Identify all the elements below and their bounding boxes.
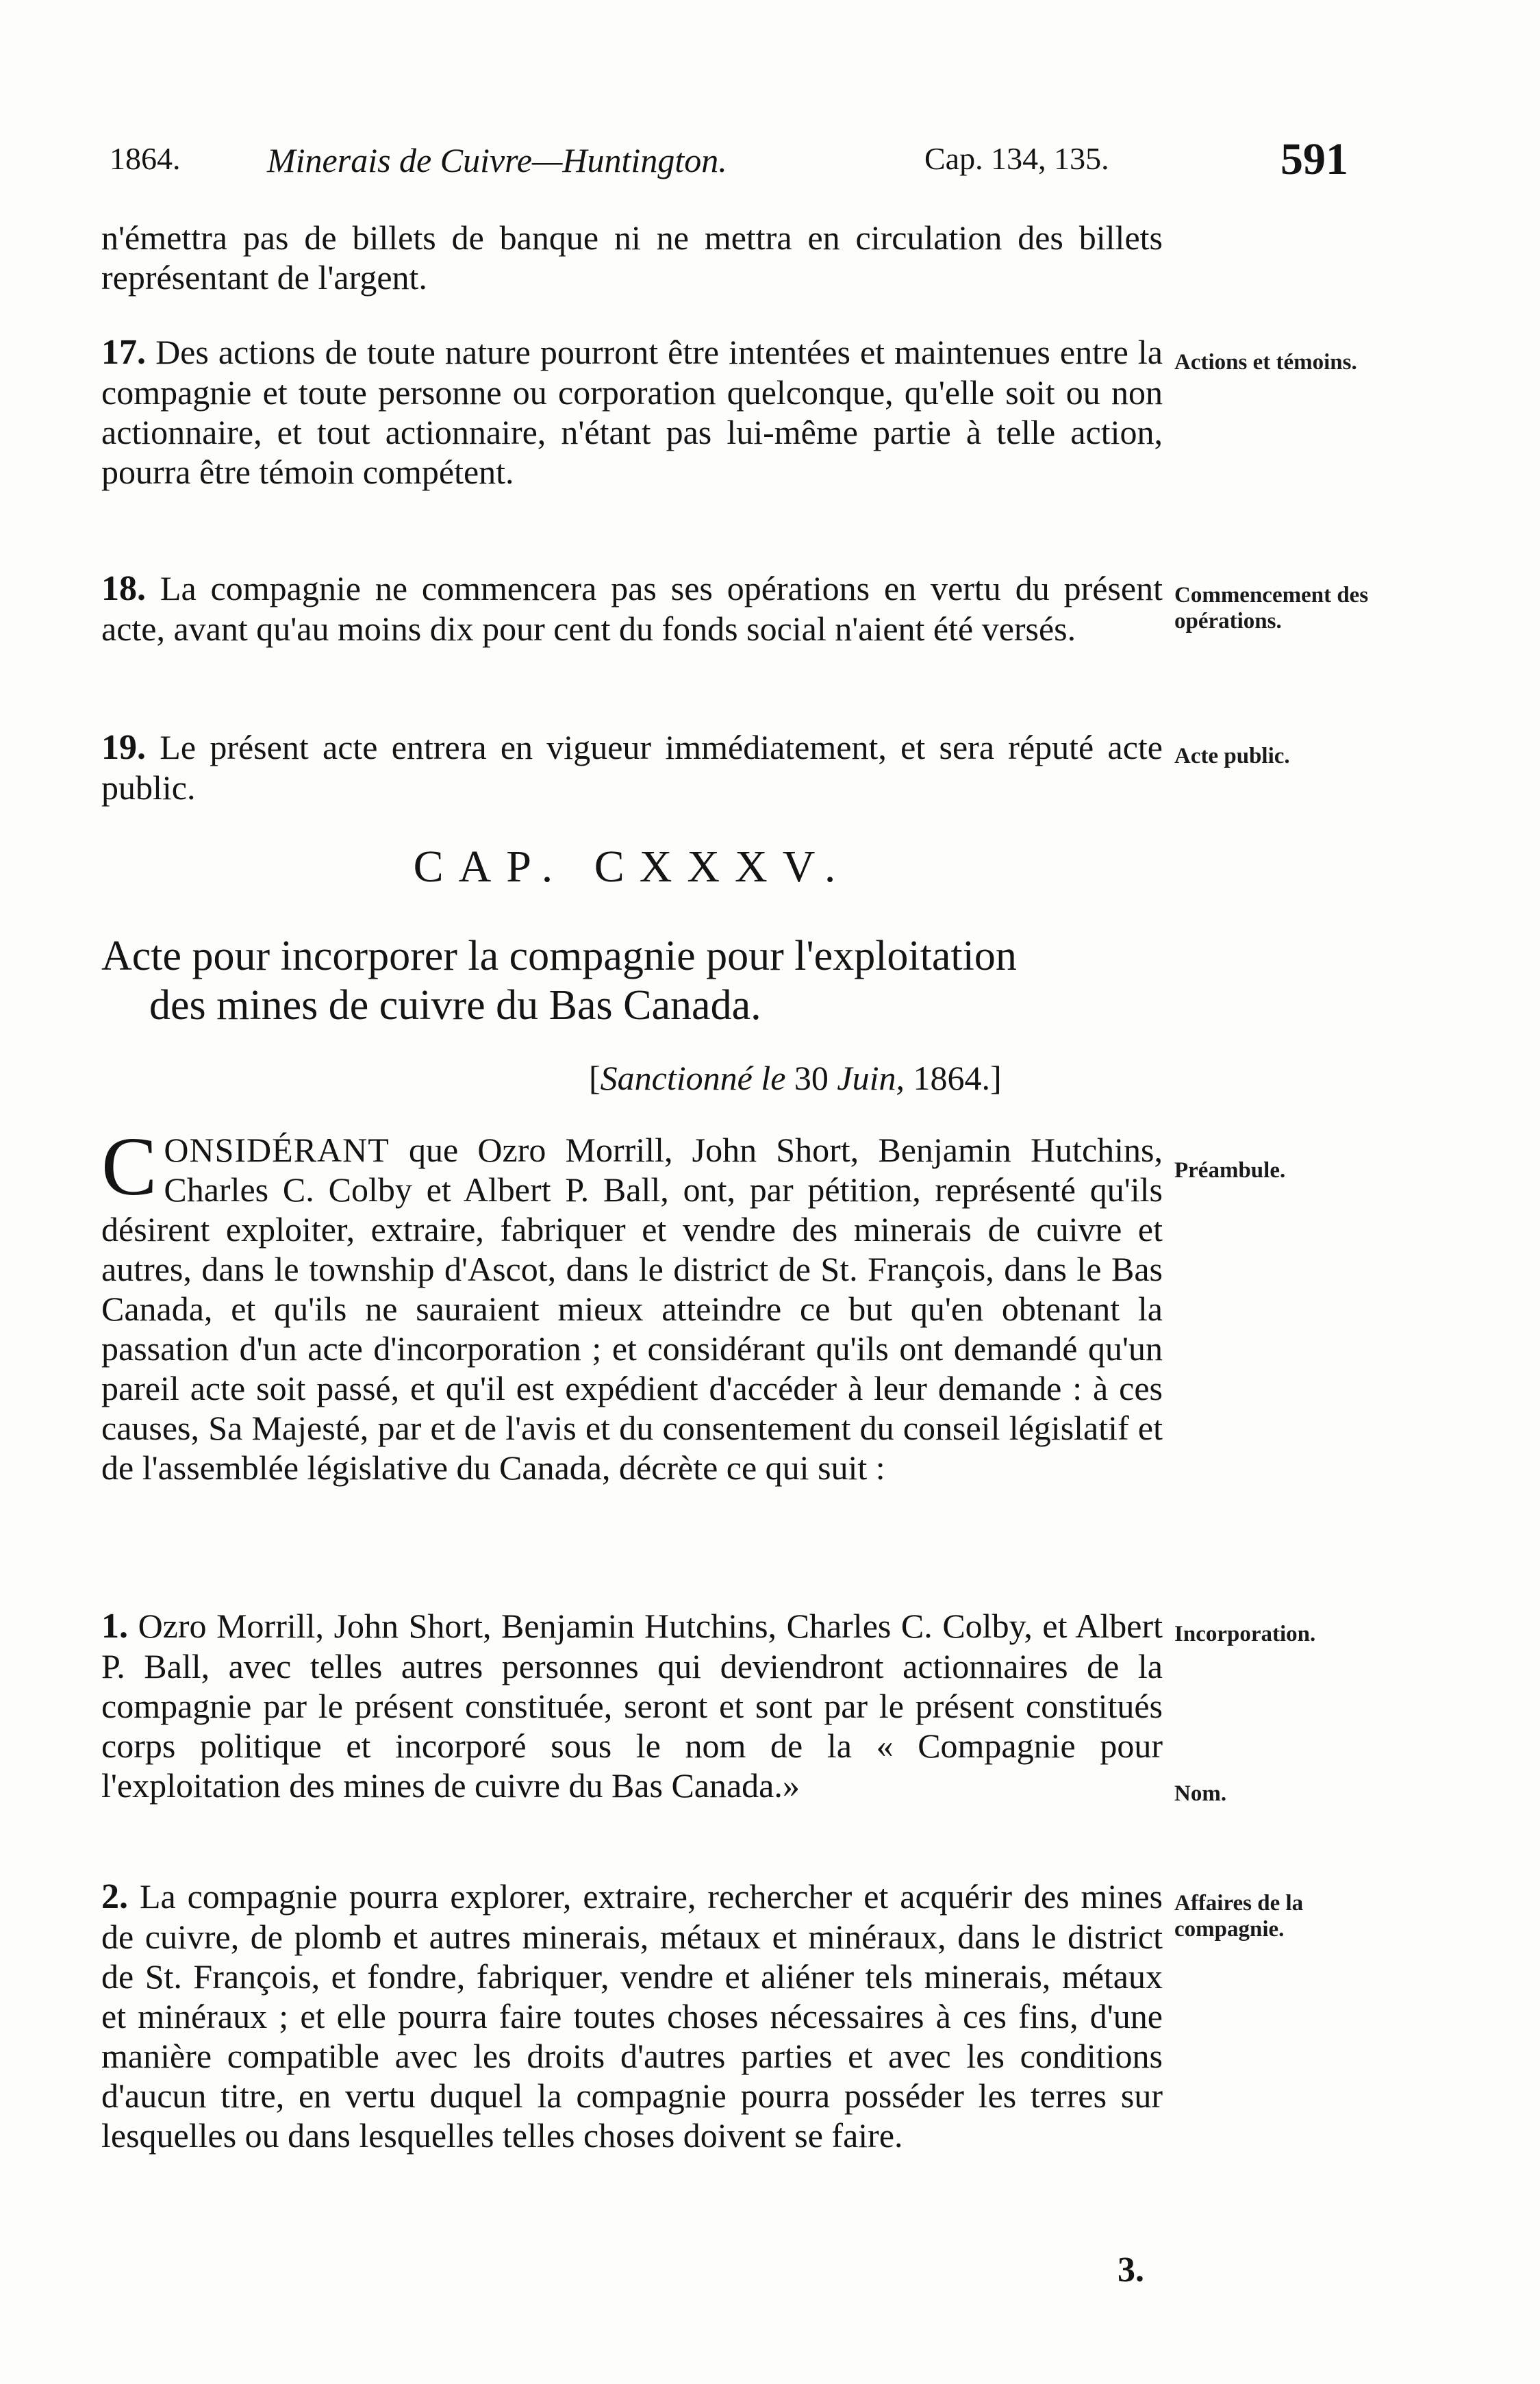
section-text: Des actions de toute nature pourront être intentées et maintenues entre la compagnie et toute personne ou corporation quelconque, qu'elle soit ou non actionnaire, et tout actionnaire, n'étant pas lui-même partie à telle action, pourra être témoin compétent.	[101, 333, 1163, 491]
section-text: La compagnie pourra explorer, extraire, rechercher et acquérir des mines de cuivre, de plomb et autres minerais, métaux et minéraux, dans le district de St. François, et fondre, fabriquer, vendre et aliéner tels minerais, métaux et minéraux ; et elle pourra faire toutes choses nécessaires à ces fins, d'une manière compatible avec les droits d'autres parties et avec les conditions d'aucun titre, en vertu duquel la compagnie pourra posséder les terres sur lesquelles ou dans lesquelles telles choses doivent se faire.	[101, 1877, 1163, 2155]
preamble-lead: ONSIDÉRANT	[164, 1131, 390, 1169]
act-title-line-1: Acte pour incorporer la compagnie pour l'exploitation	[101, 933, 1017, 979]
header-year: 1864.	[110, 141, 181, 176]
section-18	[101, 568, 1163, 649]
preamble-text: que Ozro Morrill, John Short, Benjamin Hutchins, Charles C. Colby et Albert P. Ball, ont, par pétition, représenté qu'ils désirent exploiter, extraire, fabriquer et vendre des minerais de cuivre et autres, dans le township d'Ascot, dans le district de St. François, dans le Bas Canada, et qu'ils ne sauraient mieux atteindre ce but qu'en obtenant la passation d'un acte d'incorporation ; et considérant qu'ils ont demandé qu'un pareil acte soit passé, et qu'il est expédient d'accéder à leur demande : à ces causes, Sa Majesté, par et de l'avis et du consentement du conseil législatif et de l'assemblée législative du Canada, décrète ce qui suit :	[101, 1131, 1163, 1487]
section-number: 19.	[101, 728, 146, 767]
margin-note-nom: Nom.	[1174, 1781, 1227, 1806]
section-text: Ozro Morrill, John Short, Benjamin Hutchins, Charles C. Colby, et Albert P. Ball, avec telles autres personnes qui deviendront actionnaires de la compagnie par le présent constituée, seront et sont par le présent constitués corps politique et incorporé sous le nom de la « Compagnie pour l'exploitation des mines de cuivre du Bas Canada.»	[101, 1607, 1163, 1805]
section-17	[101, 332, 1163, 492]
section-text: La compagnie ne commencera pas ses opérations en vertu du présent acte, avant qu'au moins dix pour cent du fonds social n'aient été versés.	[101, 569, 1163, 648]
continuation-paragraph: n'émettra pas de billets de banque ni ne mettra en circulation des billets représentant de l'argent.	[101, 218, 1163, 297]
page-number: 591	[1280, 134, 1348, 184]
section-19	[101, 727, 1163, 807]
catchword: 3.	[1118, 2250, 1144, 2289]
section-number: 1.	[101, 1607, 128, 1646]
header-chapter: Cap. 134, 135.	[924, 141, 1109, 176]
section-number: 18.	[101, 569, 146, 608]
margin-note-incorporation: Incorporation.	[1174, 1622, 1316, 1646]
margin-note-preambule: Préambule.	[1174, 1158, 1286, 1183]
section-2	[101, 1877, 1163, 2155]
margin-note-actions-temoins: Actions et témoins.	[1174, 350, 1357, 375]
margin-note-commencement: Commencement des opérations.	[1174, 583, 1369, 633]
chapter-heading: CAP. CXXXV.	[413, 842, 851, 892]
drop-cap: C	[101, 1120, 157, 1213]
section-number: 2.	[101, 1877, 128, 1916]
margin-note-affaires: Affaires de la compagnie.	[1174, 1891, 1304, 1942]
section-text: Le présent acte entrera en vigueur immédiatement, et sera réputé acte public.	[101, 728, 1163, 807]
act-title	[101, 931, 1163, 1030]
section-1	[101, 1606, 1163, 1805]
section-number: 17.	[101, 333, 146, 372]
act-title-line-2: des mines de cuivre du Bas Canada.	[149, 982, 761, 1029]
running-header	[110, 134, 1376, 195]
margin-note-acte-public: Acte public.	[1174, 744, 1290, 768]
header-title: Minerais de Cuivre—Huntington.	[267, 141, 727, 179]
preamble	[101, 1120, 1163, 1488]
sanction-date: [Sanctionné le 30 Juin, 1864.]	[589, 1059, 1002, 1097]
